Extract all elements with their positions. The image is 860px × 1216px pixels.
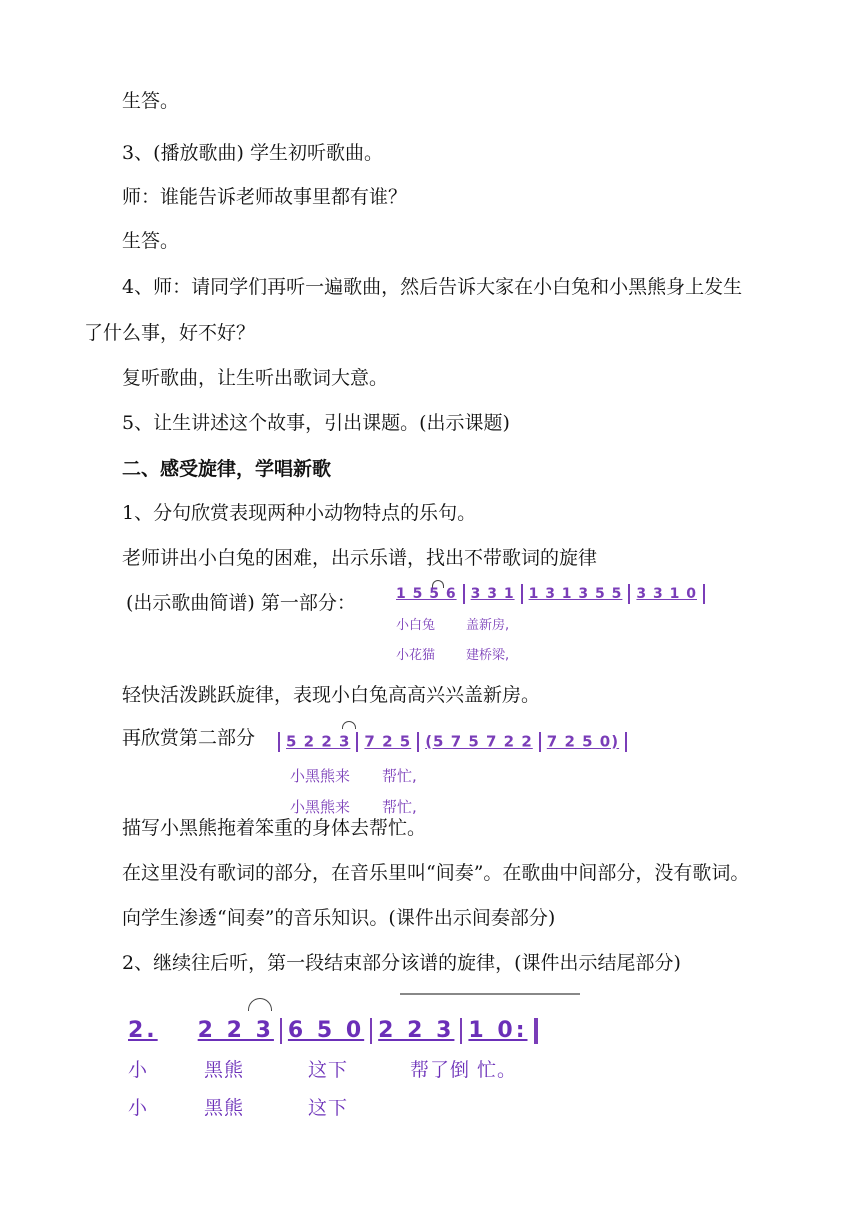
lyric: 帮忙,: [382, 798, 417, 816]
score-measure: (5 7 5 7 2 2: [425, 732, 533, 751]
section-heading: 二、感受旋律，学唱新歌: [122, 458, 332, 480]
paragraph: 了什么事，好不好？: [84, 322, 256, 344]
paragraph: 轻快活泼跳跃旋律，表现小白兔高高兴兴盖新房。: [122, 684, 541, 706]
score-measure: 3 3 1 0: [636, 586, 697, 602]
score-measure: 2 2 3: [197, 1018, 274, 1043]
volta-line: [400, 993, 580, 995]
paragraph: 生答。: [122, 230, 180, 252]
score-measure: 1 3 1 3 5 5: [528, 586, 623, 602]
lyric: 小黑熊来: [290, 798, 351, 816]
score-measure: 5 2 2 3: [286, 732, 351, 751]
lyric: 盖新房,: [466, 618, 510, 633]
lyric: 帮了倒 忙。: [410, 1059, 518, 1081]
paragraph: 2、继续往后听，第一段结束部分该谱的旋律，(课件出示结尾部分): [122, 952, 681, 974]
lyric: 小花猫: [396, 648, 436, 663]
score-measure: 1 5 5 6: [396, 586, 457, 602]
lyric: 小: [128, 1097, 149, 1119]
score-measure: 7 2 5 0): [546, 732, 620, 751]
paragraph: 4、师：请同学们再听一遍歌曲，然后告诉大家在小白兔和小黑熊身上发生: [122, 276, 743, 298]
lyric: 小黑熊来: [290, 767, 351, 785]
score-measure: 1 0:: [468, 1018, 528, 1043]
paragraph: 在这里没有歌词的部分，在音乐里叫“间奏”。在歌曲中间部分，没有歌词。: [122, 862, 750, 884]
paragraph: 5、让生讲述这个故事，引出课题。(出示课题): [122, 412, 510, 434]
tie-mark: [342, 721, 356, 729]
score-part-one: [396, 574, 696, 664]
score-ending: [128, 990, 598, 1120]
score-measure: 7 2 5: [364, 732, 412, 751]
lyric: 这下: [308, 1097, 349, 1119]
paragraph: 1、分句欣赏表现两种小动物特点的乐句。: [122, 502, 477, 524]
paragraph: 3、(播放歌曲) 学生初听歌曲。: [122, 142, 383, 164]
paragraph: 老师讲出小白兔的困难，出示乐谱，找出不带歌词的旋律: [122, 547, 598, 569]
lyric: 小白兔: [396, 618, 436, 633]
paragraph: 复听歌曲，让生听出歌词大意。: [122, 367, 389, 389]
lyric: 这下: [308, 1059, 349, 1081]
paragraph: 师：谁能告诉老师故事里都有谁？: [122, 186, 408, 208]
lyric: 建桥梁,: [466, 648, 510, 663]
lyric: 黑熊: [204, 1097, 245, 1119]
paragraph: 描写小黑熊拖着笨重的身体去帮忙。: [122, 817, 427, 839]
lyric: 小: [128, 1059, 149, 1081]
score-measure: 2.: [128, 1018, 158, 1043]
tie-mark: [248, 998, 272, 1011]
lyric: 帮忙,: [382, 767, 417, 785]
score-part-two: [272, 718, 672, 818]
paragraph: 再欣赏第二部分: [122, 727, 256, 749]
lyric: 黑熊: [204, 1059, 245, 1081]
paragraph: (出示歌曲简谱) 第一部分：: [126, 592, 356, 614]
score-measure: 2 2 3: [378, 1018, 455, 1043]
score-measure: 6 5 0: [287, 1018, 365, 1043]
score-measure: 3 3 1: [470, 586, 515, 602]
paragraph: 向学生渗透“间奏”的音乐知识。(课件出示间奏部分): [122, 907, 556, 929]
paragraph: 生答。: [122, 90, 180, 112]
